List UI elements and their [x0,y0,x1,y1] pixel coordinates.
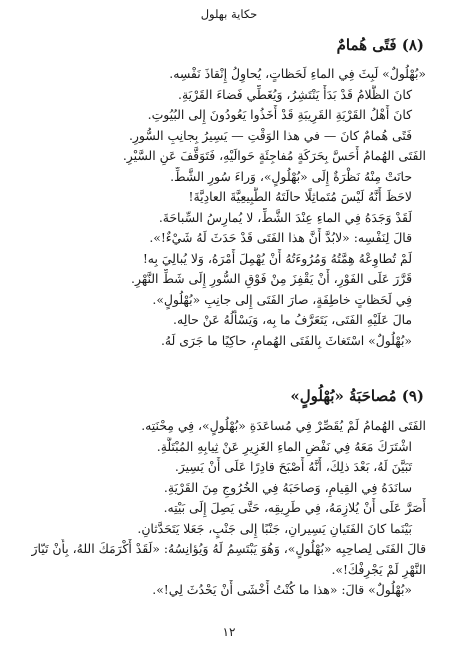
text-line: الفَتَى الهُمامُ لَمْ يُقَصِّرْ فِي مُساعَدَةِ «بُهْلُولٍ»، فِي مِحْنَتِه. [141,418,426,433]
section-title-8: (٨) فَتًى هُمامٌ [336,36,424,54]
text-line: تَبَيَّنَ لَهُ، بَعْدَ ذلِكَ، أَنَّهُ أَصْبَحَ قادِرًا عَلَى أَنْ يَسِيرَ. [174,459,412,474]
section-8-text [26,64,426,351]
text-line: سانَدَهُ فِي القِيامِ، وَصاحَبَهُ فِي الخُرُوجِ مِنَ القَرْيَةِ. [163,479,412,495]
text-line: مالَ عَلَيْهِ الفَتَى، يَتَعَرَّفُ ما بِه، وَيَسْأَلُهُ عَنْ حالِه. [173,312,412,327]
section-9-text [26,416,426,601]
text-line: قَرَّرَ عَلَى الفَوْرِ، أَنْ يَقْفِزَ مِنْ فَوْقِ السُّورِ إِلَى شَطِّ النَّهْرِ. [131,271,412,286]
text-line: قالَ الفَتَى لِصاحِبِه «بُهْلُولٍ»، وَهُوَ يَبْتَسِمُ لَهُ وَيُؤانِسُهُ: «لَقَدْ أَكْرَمَكَ اللهُ، بِأَنْ تَيّارَ [31,541,426,556]
text-line: النَّهْرِ لَمْ يَجْرِفْكَ!». [331,561,426,577]
running-head: حكاية بهلول [200,7,258,21]
section-title-9: (٩) مُصاحَبَةُ «بُهْلُولٍ» [290,387,424,405]
text-line: قالَ لِنَفْسِه: «لابُدَّ أَنَّ هذا الفَتَى قَدْ حَدَثَ لَهُ شَيْءٌ!». [149,230,412,245]
text-line: «بُهْلُولٌ» قالَ: «هذا ما كُنْتُ أَخْشَى أَنْ يَحْدُثَ لِي!». [152,582,412,597]
text-line: فِي لَحَظاتٍ خاطِفَةٍ، صارَ الفَتَى إِلى جانِبِ «بُهْلُولٍ». [152,291,412,307]
text-line: كانَ أَهْلُ القَرْيَةِ القَرِيبَةِ قَدْ أَخَذُوا يَعُودُونَ إِلى البُيُوتِ. [147,107,412,122]
text-line: فَتًى هُمامٌ كانَ — في هذا الوَقْتِ — يَسِيرُ بِجانِبِ السُّورِ. [128,127,412,143]
text-line: لَقَدْ وَجَدَهُ فِي الماءِ عِنْدَ الشَّطِّ، لا يُمارِسُ السِّباحَةَ. [158,209,412,225]
text-line: أَصَرَّ عَلَى أَنْ يُلازِمَهُ، فِي طَرِيقِه، حَتَّى يَصِلَ إِلَى بَيْتِه. [163,500,426,515]
text-line: الفَتَى الهُمامُ أَحَسَّ بِحَرَكَةٍ مُفاجِئَةٍ حَوالَيْهِ، فَتَوَقَّفَ عَنِ السَّيْرِ. [122,148,426,163]
text-line: اشْتَرَكَ مَعَهُ فِي نَفْضِ الماءِ الغَزِيرِ عَنْ ثِيابِهِ المُبْتَلَّةِ. [156,438,412,454]
text-line: بَيْنَما كانَ الفَتَيانِ يَسِيرانِ، جَنْبًا إِلى جَنْبٍ، جَعَلا يَتَحَدَّثانِ. [137,520,412,536]
page-number: ١٢ [222,625,236,639]
text-line: حانَتْ مِنْهُ نَظْرَةٌ إِلَى «بُهْلُولٍ»، وَراءَ سُورِ الشَّطِّ. [170,168,412,184]
text-line: لَمْ تُطاوِعْهُ هِمَّتُهُ وَمُرُوءَتُهُ أَنْ يُهْمِلَ أَمْرَهُ، وَلا يُبالِيَ بِه! [142,250,412,266]
text-line: لاحَظَ أَنَّهُ لَيْسَ مُتَماثِلًا حالَتَهُ الطَّبِيعِيَّةَ العادِيَّةَ! [188,189,412,204]
text-line: «بُهْلُولٌ» اسْتَغاثَ بِالفَتَى الهُمامِ، حاكِيًا ما جَرَى لَهُ. [160,332,412,348]
text-line: «بُهْلُولٌ» لَبِثَ فِي الماءِ لَحَظاتٍ، يُحاوِلُ إِنْقاذَ نَفْسِه. [169,66,426,81]
text-line: كانَ الظَّلامُ قَدْ بَدَأَ يَنْتَشِرُ، وَيُغَطِّي فَضاءَ القَرْيَةِ. [178,86,412,102]
